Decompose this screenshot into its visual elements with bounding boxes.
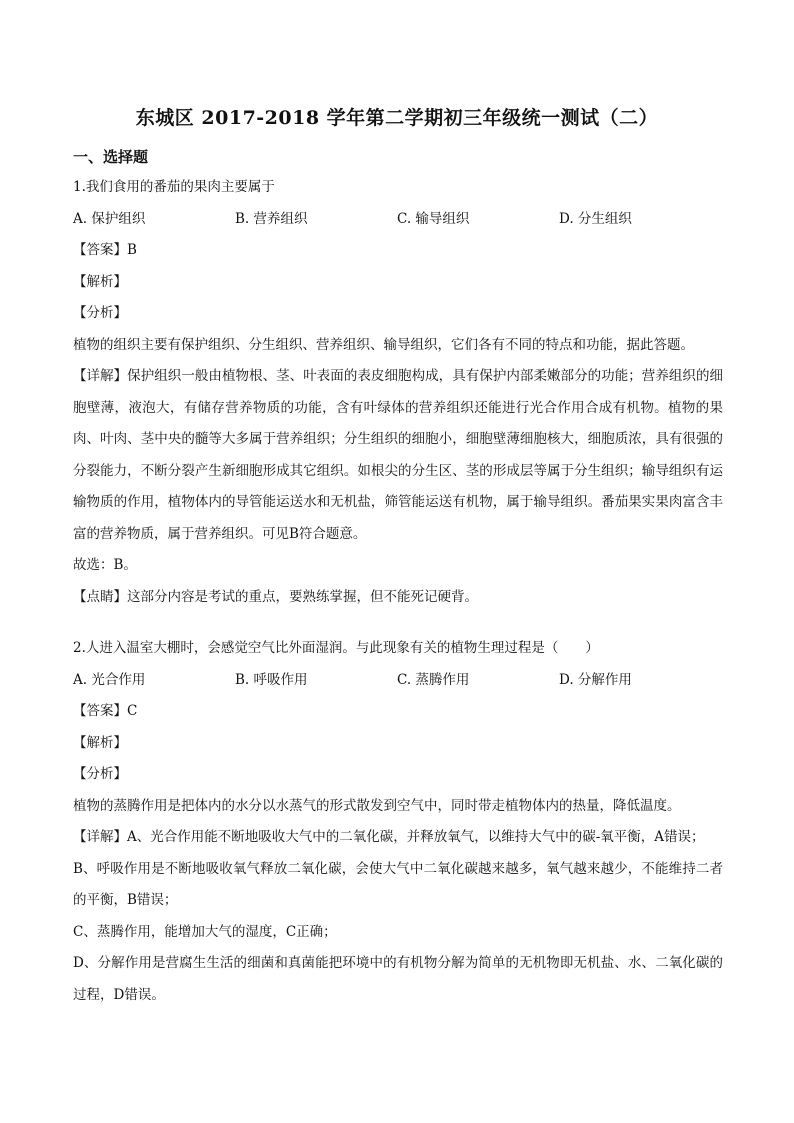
question-2-options: [73, 665, 723, 697]
section-heading: 一、选择题: [73, 148, 149, 166]
page-title: 东城区 2017-2018 学年第二学期初三年级统一测试（二）: [135, 107, 659, 129]
question-2-detail-c: C、蒸腾作用，能增加大气的湿度，C正确；: [73, 923, 337, 940]
question-2-detail-d: D、分解作用是营腐生生活的细菌和真菌能把环境中的有机物分解为简单的无机物即无机盐、水、二氧化碳的过程，D错误。: [73, 955, 723, 1003]
content: [73, 172, 723, 1011]
question-2-fenxi: 【分析】: [73, 766, 127, 782]
question-1-comment: 【点睛】这部分内容是考试的重点，要熟练掌握，但不能死记硬背。: [73, 588, 478, 605]
option-d: D. 分解作用: [559, 671, 632, 688]
option-b: B. 营养组织: [235, 210, 308, 227]
option-c: C. 蒸腾作用: [397, 671, 470, 688]
question-2-stem: 2.人进入温室大棚时，会感觉空气比外面湿润。与此现象有关的植物生理过程是（ ）: [73, 640, 599, 656]
option-c: C. 输导组织: [397, 210, 470, 227]
question-2-answer: 【答案】C: [73, 703, 138, 719]
option-d: D. 分生组织: [559, 210, 632, 227]
question-2-detail-a: 【详解】A、光合作用能不断地吸收大气中的二氧化碳，并释放氧气，以维持大气中的碳-氧平衡，A错误；: [73, 829, 705, 845]
option-a: A. 光合作用: [73, 671, 146, 688]
option-b: B. 呼吸作用: [235, 671, 308, 688]
option-a: A. 保护组织: [73, 210, 146, 227]
question-1-analysis: 植物的组织主要有保护组织、分生组织、营养组织、输导组织，它们各有不同的特点和功能，据此答题。: [73, 336, 694, 353]
question-1-answer: 【答案】B: [73, 242, 137, 258]
question-1-options: [73, 204, 723, 236]
question-1-fenxi: 【分析】: [73, 305, 127, 321]
question-1-stem: 1.我们食用的番茄的果肉主要属于: [73, 179, 275, 195]
question-1-jiexi: 【解析】: [73, 273, 127, 290]
question-1-detail: 【详解】保护组织一般由植物根、茎、叶表面的表皮细胞构成，具有保护内部柔嫩部分的功能；营养组织的细胞壁薄，液泡大，有储存营养物质的功能，含有叶绿体的营养组织还能进行光合作用合成有机物。植物的果肉、叶肉、茎中央的髓等大多属于营养组织；分生组织的细胞小，细胞壁薄细胞核大，细胞质浓，具有很强的分裂能力，不断分裂产生新细胞形成其它组织。如根尖的分生区、茎的形成层等属于分生组织；输导组织有运输物质的作用，植物体内的导管能运送水和无机盐，筛管能运送有机物，属于输导组织。番茄果实果肉富含丰富的营养物质，属于营养组织。可见B符合题意。: [73, 368, 723, 542]
question-2-analysis: 植物的蒸腾作用是把体内的水分以水蒸气的形式散发到空气中，同时带走植物体内的热量，降低温度。: [73, 797, 681, 814]
question-2-jiexi: 【解析】: [73, 734, 127, 751]
question-1-choice: 故选：B。: [73, 557, 137, 573]
question-2-detail-b: B、呼吸作用是不断地吸收氧气释放二氧化碳，会使大气中二氧化碳越来越多，氧气越来越少，不能维持二者的平衡，B错误；: [73, 860, 723, 908]
